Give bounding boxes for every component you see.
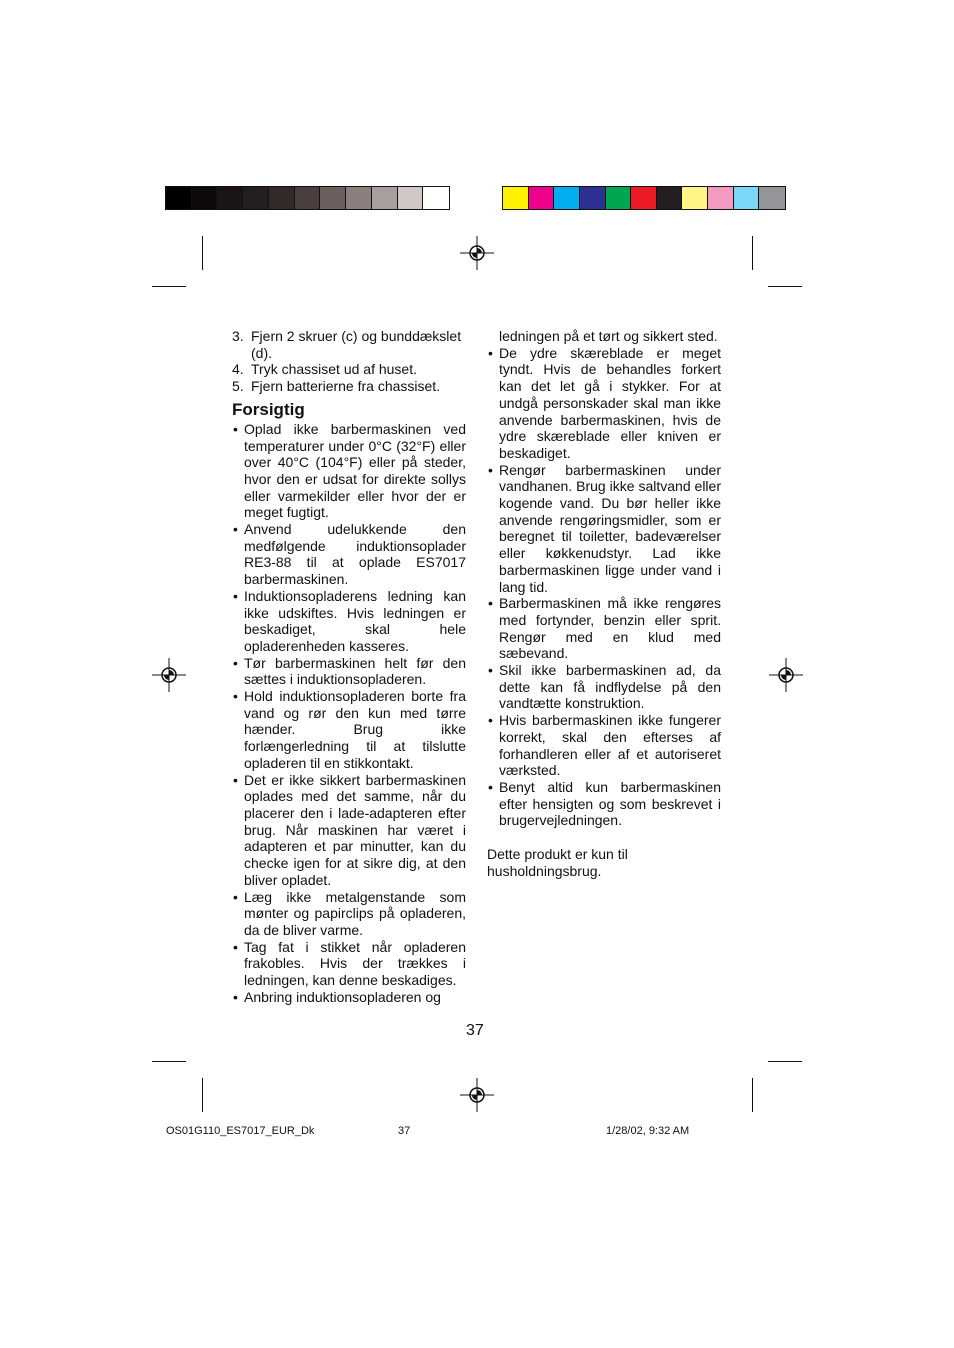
household-use-note: Dette produkt er kun til husholdningsbrug. xyxy=(487,846,628,879)
crop-mark xyxy=(768,1061,802,1062)
color-swatch xyxy=(423,187,449,209)
color-swatch xyxy=(734,187,760,209)
list-item: • Rengør barbermaskinen under vandhanen. Brug ikke saltvand eller kogende vand. Du bør heller ikke anvende rengøringsmidler, som er beregnet til toiletter, badeværelser eller køkkenudstyr. Lad ikke barbermaskinen ligge under vand i lang tid. xyxy=(487,462,721,596)
crop-mark xyxy=(152,286,186,287)
step-text: Tryk chassiset ud af huset. xyxy=(251,361,417,378)
list-item: • Det er ikke sikkert barbermaskinen oplades med det samme, når du placerer den i lade-adapteren efter brug. Når maskinen har været i adapteren et par minutter, kan du checke igen for at sikre dig, at den bliver opladet. xyxy=(232,772,466,889)
color-swatch xyxy=(217,187,243,209)
crop-mark xyxy=(202,236,203,270)
step-text: Fjern batterierne fra chassiset. xyxy=(251,378,441,395)
color-swatch xyxy=(580,187,606,209)
footer-filename: OS01G110_ES7017_EUR_Dk xyxy=(166,1125,315,1137)
step-item xyxy=(232,361,466,378)
gray-calibration-bar xyxy=(165,186,450,210)
list-item: • Anvend udelukkende den medfølgende induktionsoplader RE3-88 til at oplade ES7017 barbermaskinen. xyxy=(232,521,466,588)
page-number: 37 xyxy=(466,1022,484,1039)
list-item: • Oplad ikke barbermaskinen ved temperaturer under 0°C (32°F) eller over 40°C (104°F) eller på steder, hvor den er udsat for direkte sollys eller varmekilder eller hvor der er meget fugtigt. xyxy=(232,421,466,521)
color-swatch xyxy=(269,187,295,209)
crop-mark xyxy=(768,286,802,287)
crop-mark xyxy=(202,1078,203,1112)
section-heading: Forsigtig xyxy=(232,399,305,419)
list-item: • Induktionsopladerens ledning kan ikke udskiftes. Hvis ledningen er beskadiget, skal hele opladerenheden kasseres. xyxy=(232,588,466,655)
list-item: • Anbring induktionsopladeren og xyxy=(232,989,466,1006)
color-swatch xyxy=(372,187,398,209)
color-swatch xyxy=(554,187,580,209)
crop-mark xyxy=(752,1078,753,1112)
list-item: • Tør barbermaskinen helt før den sættes i induktionsopladeren. xyxy=(232,655,466,688)
color-swatch xyxy=(657,187,683,209)
footer-page: 37 xyxy=(398,1125,411,1137)
color-swatch xyxy=(295,187,321,209)
crop-mark xyxy=(152,1061,186,1062)
caution-list xyxy=(232,421,466,1006)
registration-target-icon xyxy=(460,1078,494,1112)
continued-text: ledningen på et tørt og sikkert sted. xyxy=(499,328,718,344)
list-item: • De ydre skæreblade er meget tyndt. Hvis de behandles forkert kan det let gå i stykker. For at undgå personskader skal man ikke anvende barbermaskinen, hvis de ydre skæreblade eller kniven er beskadiget. xyxy=(487,345,721,462)
color-swatch xyxy=(398,187,424,209)
color-swatch xyxy=(192,187,218,209)
step-number: 5. xyxy=(232,378,244,395)
registration-target-icon xyxy=(769,658,803,692)
crop-mark xyxy=(752,236,753,270)
step-item xyxy=(232,378,466,395)
color-calibration-bar xyxy=(502,186,786,210)
list-item: • Tag fat i stikket når opladeren frakobles. Hvis der trækkes i ledningen, kan denne beskadiges. xyxy=(232,939,466,989)
registration-target-icon xyxy=(460,236,494,270)
color-swatch xyxy=(243,187,269,209)
color-swatch xyxy=(759,187,785,209)
step-text: Fjern 2 skruer (c) og bunddækslet (d). xyxy=(251,328,462,361)
color-swatch xyxy=(320,187,346,209)
step-item xyxy=(232,328,466,361)
list-item: • Barbermaskinen må ikke rengøres med fortynder, benzin eller sprit. Rengør med en klud med sæbevand. xyxy=(487,595,721,662)
registration-target-icon xyxy=(152,658,186,692)
color-swatch xyxy=(606,187,632,209)
color-swatch xyxy=(166,187,192,209)
step-number: 4. xyxy=(232,361,244,378)
list-item: • Skil ikke barbermaskinen ad, da dette kan få indflydelse på den vandtætte konstruktion. xyxy=(487,662,721,712)
color-swatch xyxy=(346,187,372,209)
left-column xyxy=(232,328,466,1005)
color-swatch xyxy=(682,187,708,209)
color-swatch xyxy=(708,187,734,209)
color-swatch xyxy=(631,187,657,209)
right-column xyxy=(487,328,721,880)
list-item: • Benyt altid kun barbermaskinen efter hensigten og som beskrevet i brugervejledningen. xyxy=(487,779,721,829)
color-swatch xyxy=(529,187,555,209)
color-swatch xyxy=(503,187,529,209)
step-number: 3. xyxy=(232,328,244,344)
caution-list-continued xyxy=(487,345,721,829)
list-item: • Hold induktionsopladeren borte fra vand og rør den kun med tørre hænder. Brug ikke forlængerledning til at tilslutte opladeren til en stikkontakt. xyxy=(232,688,466,772)
list-item: • Læg ikke metalgenstande som mønter og papirclips på opladeren, da de bliver varme. xyxy=(232,889,466,939)
list-item: • Hvis barbermaskinen ikke fungerer korrekt, skal den efterses af forhandleren eller af et autoriseret værksted. xyxy=(487,712,721,779)
footer-timestamp: 1/28/02, 9:32 AM xyxy=(606,1125,690,1137)
